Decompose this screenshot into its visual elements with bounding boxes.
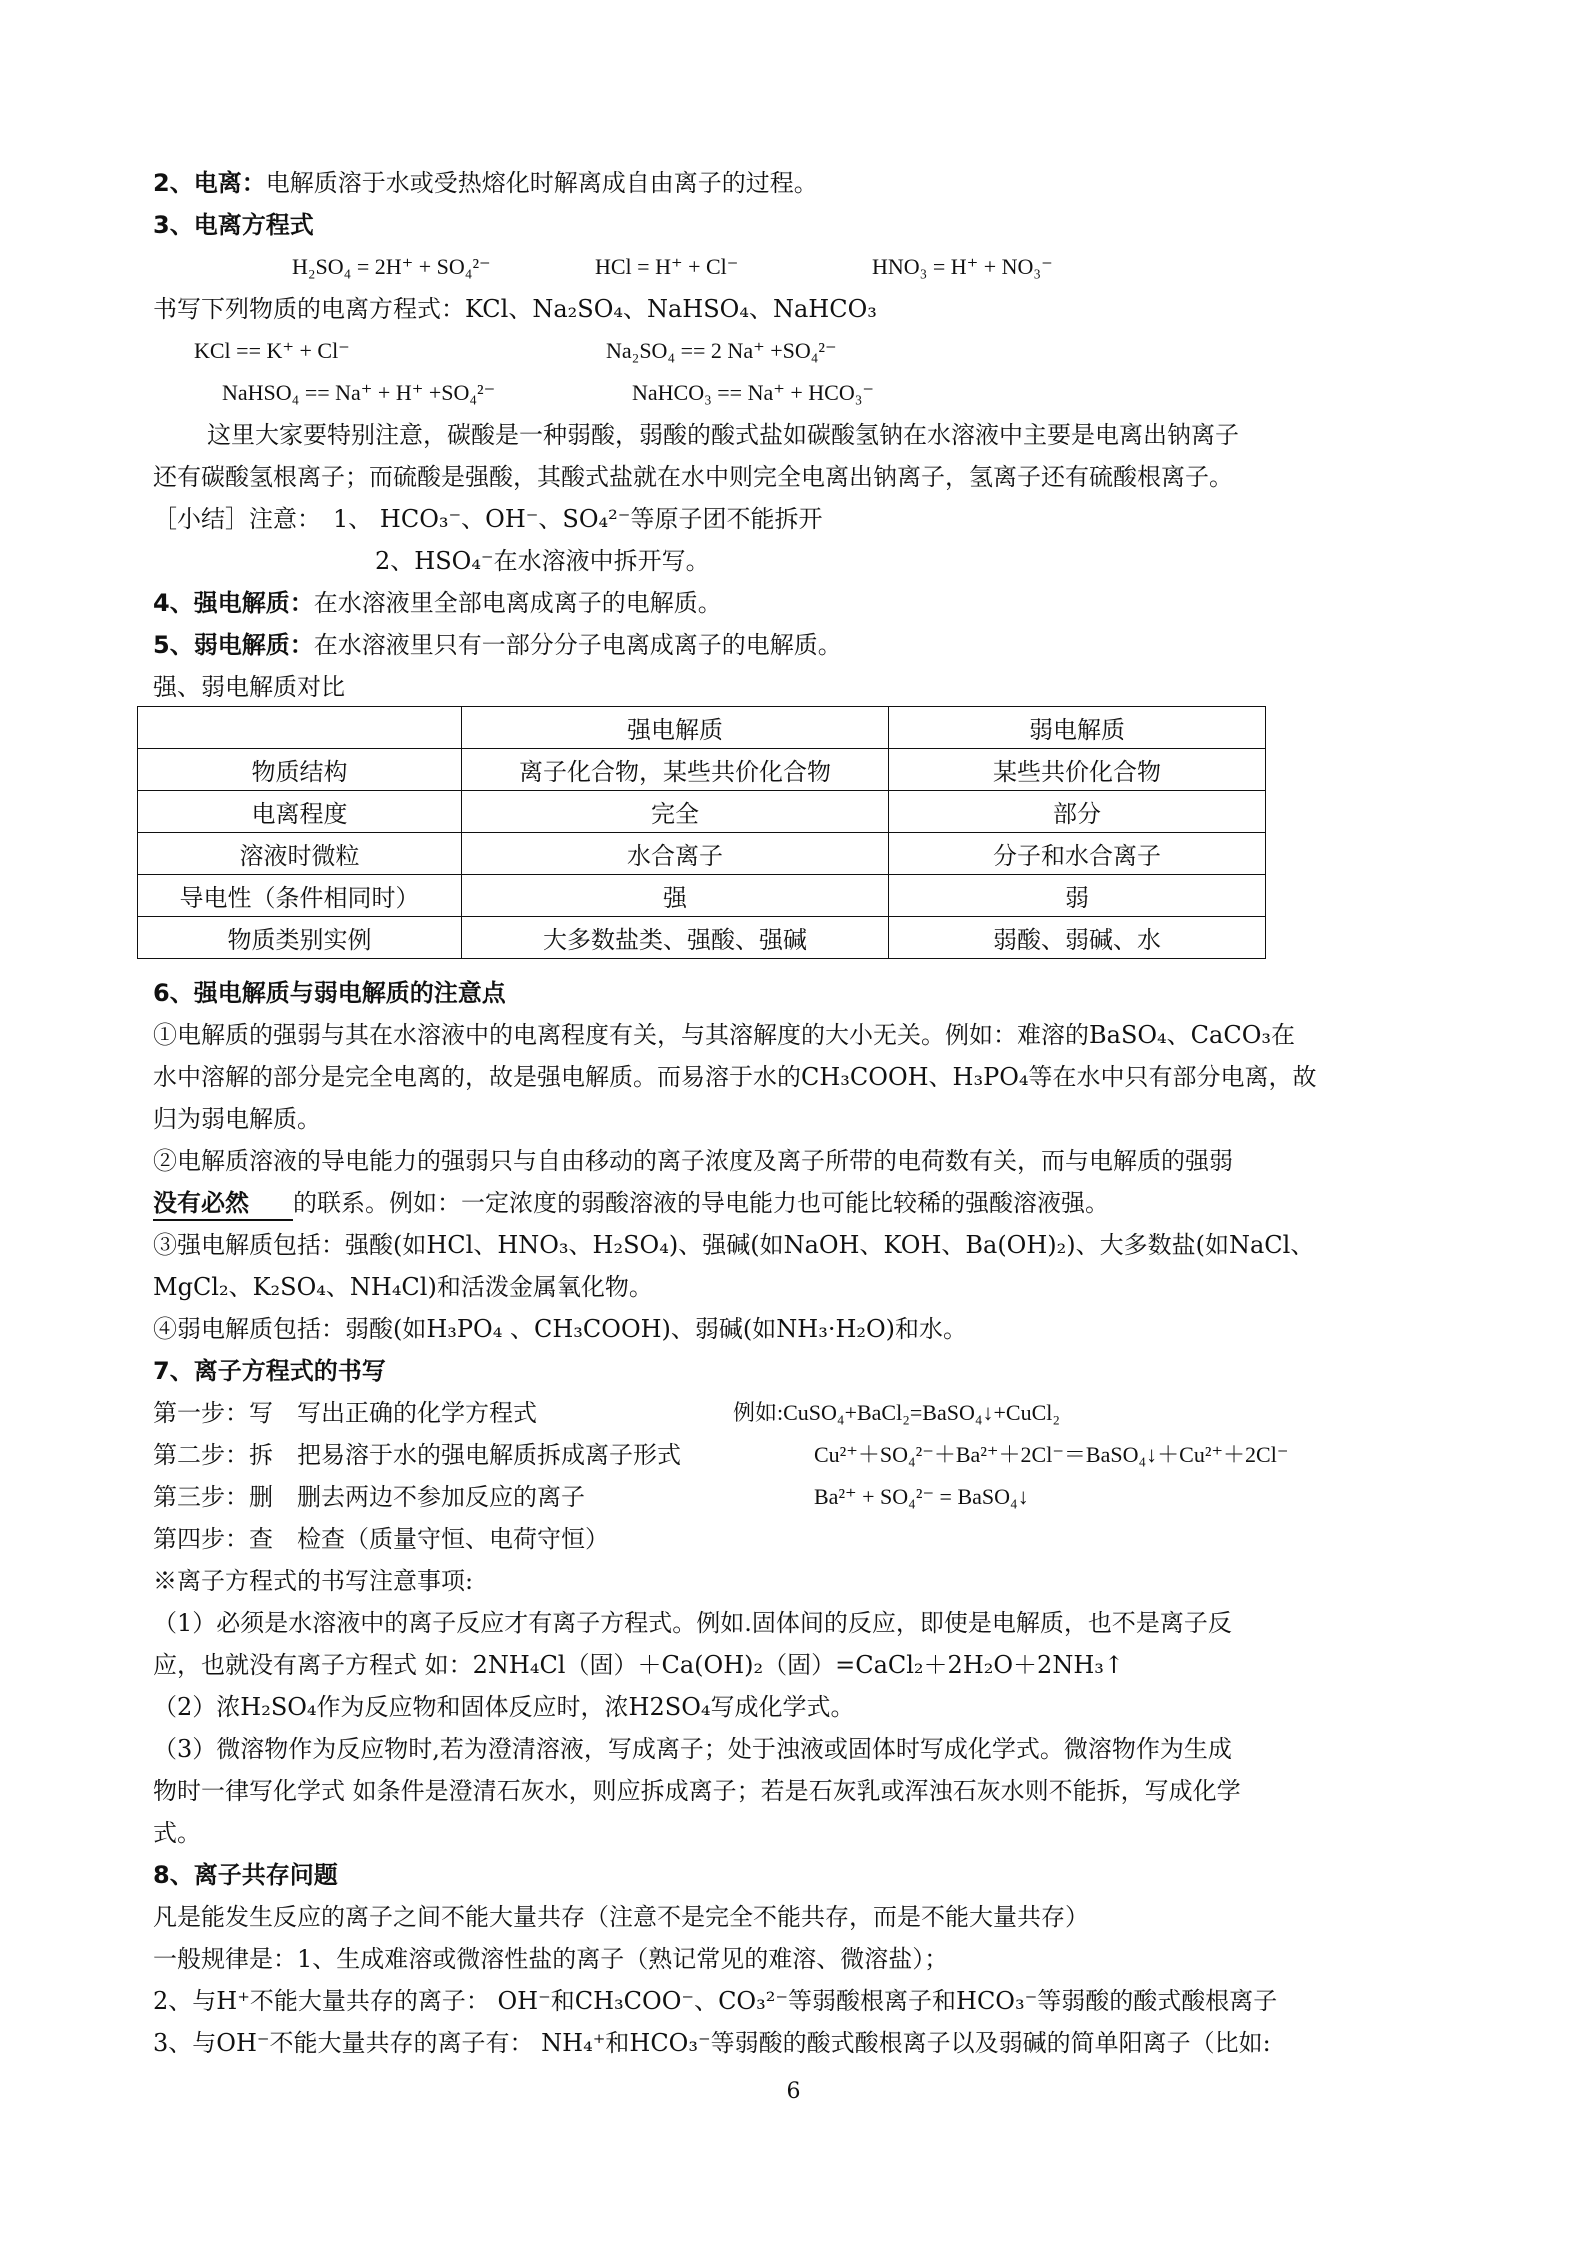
step-2: 第二步：拆 把易溶于水的强电解质拆成离子形式: [153, 1441, 681, 1469]
paragraph-6-1-line-3: 归为弱电解质。: [153, 1105, 321, 1133]
paragraph-6-2-line-1: ②电解质溶液的导电能力的强弱只与自由移动的离子浓度及离子所带的电荷数有关，而与电解质的强弱: [153, 1147, 1233, 1175]
section-4: [153, 588, 722, 618]
step-1: 第一步：写 写出正确的化学方程式: [153, 1399, 537, 1427]
compare-caption: 强、弱电解质对比: [153, 673, 345, 701]
equation-hno3: HNO₃ = H⁺ + NO₃⁻: [872, 254, 1053, 279]
note-3-line-1: （3）微溶物作为反应物时,若为澄清溶液，写成离子；处于浊液或固体时写成化学式。微溶物作为生成: [153, 1735, 1232, 1763]
coexist-line-3: 2、与H⁺不能大量共存的离子： OH⁻和CH₃COO⁻、CO₃²⁻等弱酸根离子和HCO₃⁻等弱酸的酸式酸根离子: [153, 1987, 1278, 2015]
note-1-line-1: （1）必须是水溶液中的离子反应才有离子方程式。例如.固体间的反应，即使是电解质，也不是离子反: [153, 1609, 1232, 1637]
table-cell: 部分: [889, 791, 1266, 833]
table-row: [138, 833, 1266, 875]
coexist-line-1: 凡是能发生反应的离子之间不能大量共存（注意不是完全不能共存，而是不能大量共存）: [153, 1903, 1089, 1931]
table-cell: 离子化合物，某些共价化合物: [462, 749, 889, 791]
table-row: [138, 917, 1266, 959]
section-2-text: 电解质溶于水或受热熔化时解离成自由离子的过程。: [265, 169, 818, 197]
table-cell: 强: [462, 875, 889, 917]
step-1-equation: 例如:CuSO₄+BaCl₂=BaSO₄↓+CuCl₂: [733, 1400, 1061, 1425]
note-paragraph-line-1: 这里大家要特别注意，碳酸是一种弱酸，弱酸的酸式盐如碳酸氢钠在水溶液中主要是电离出钠离子: [207, 421, 1239, 449]
section-6-title: 6、强电解质与弱电解质的注意点: [153, 979, 506, 1007]
write-prompt: 书写下列物质的电离方程式：KCl、Na₂SO₄、NaHSO₄、NaHCO₃: [153, 295, 877, 323]
section-2: [153, 168, 818, 198]
step-3-equation: Ba²⁺ + SO₄²⁻ = BaSO₄↓: [814, 1484, 1029, 1509]
comparison-table: [137, 706, 1266, 959]
section-5-text: 在水溶液里只有一部分分子电离成离子的电解质。: [313, 631, 842, 659]
paragraph-6-2-line-2: [153, 1188, 1109, 1221]
equation-nahso4: NaHSO₄ == Na⁺ + H⁺ +SO₄²⁻: [222, 380, 496, 405]
notes-title: ※离子方程式的书写注意事项:: [153, 1567, 474, 1595]
section-8-title: 8、离子共存问题: [153, 1861, 338, 1889]
step-2-equation: Cu²⁺＋SO₄²⁻＋Ba²⁺＋2Cl⁻＝BaSO₄↓＋Cu²⁺＋2Cl⁻: [814, 1442, 1289, 1467]
section-3-title: 3、电离方程式: [153, 211, 314, 239]
table-cell: 物质类别实例: [138, 917, 462, 959]
table-header-cell: 弱电解质: [889, 707, 1266, 749]
table-cell: 物质结构: [138, 749, 462, 791]
table-row: [138, 875, 1266, 917]
table-cell: 弱酸、弱碱、水: [889, 917, 1266, 959]
coexist-line-4: 3、与OH⁻不能大量共存的离子有： NH₄⁺和HCO₃⁻等弱酸的酸式酸根离子以及弱碱的简单阳离子（比如:: [153, 2029, 1271, 2057]
section-5-title: 5、弱电解质：: [153, 631, 314, 659]
table-cell: 完全: [462, 791, 889, 833]
paragraph-6-3-line-2: MgCl₂、K₂SO₄、NH₄Cl)和活泼金属氧化物。: [153, 1273, 653, 1301]
step-4: 第四步：查 检查（质量守恒、电荷守恒）: [153, 1525, 609, 1553]
note-3-line-3: 式。: [153, 1819, 201, 1847]
table-cell: 大多数盐类、强酸、强碱: [462, 917, 889, 959]
paragraph-6-4: ④弱电解质包括：弱酸(如H₃PO₄ 、CH₃COOH)、弱碱(如NH₃·H₂O)和水。: [153, 1315, 968, 1343]
table-cell: 某些共价化合物: [889, 749, 1266, 791]
step-3: 第三步：删 删去两边不参加反应的离子: [153, 1483, 585, 1511]
equation-na2so4: Na₂SO₄ == 2 Na⁺ +SO₄²⁻: [606, 338, 837, 363]
equation-nahco3: NaHCO₃ == Na⁺ + HCO₃⁻: [632, 380, 874, 405]
paragraph-6-2-rest: 的联系。例如：一定浓度的弱酸溶液的导电能力也可能比较稀的强酸溶液强。: [293, 1189, 1109, 1217]
table-cell: 导电性（条件相同时）: [138, 875, 462, 917]
note-1-line-2: 应，也就没有离子方程式 如：2NH₄Cl（固）＋Ca(OH)₂（固）=CaCl₂＋2H₂O＋2NH₃↑: [153, 1651, 1124, 1679]
table-cell: 溶液时微粒: [138, 833, 462, 875]
equation-hcl: HCl = H⁺ + Cl⁻: [595, 254, 739, 279]
equation-kcl: KCl == K⁺ + Cl⁻: [194, 338, 350, 363]
coexist-line-2: 一般规律是：1、生成难溶或微溶性盐的离子（熟记常见的难溶、微溶盐）；: [153, 1945, 949, 1973]
note-3-line-2: 物时一律写化学式 如条件是澄清石灰水，则应拆成离子；若是石灰乳或浑浊石灰水则不能拆，写成化学: [153, 1777, 1241, 1805]
table-cell: 弱: [889, 875, 1266, 917]
note-paragraph-line-2: 还有碳酸氢根离子；而硫酸是强酸，其酸式盐就在水中则完全电离出钠离子，氢离子还有硫酸根离子。: [153, 463, 1233, 491]
table-header-cell: 强电解质: [462, 707, 889, 749]
section-2-title: 2、电离：: [153, 169, 266, 197]
note-2: （2）浓H₂SO₄作为反应物和固体反应时，浓H2SO₄写成化学式。: [153, 1693, 855, 1721]
summary-line-2: 2、HSO₄⁻在水溶液中拆开写。: [375, 547, 710, 575]
paragraph-6-3-line-1: ③强电解质包括：强酸(如HCl、HNO₃、H₂SO₄)、强碱(如NaOH、KOH、Ba(OH)₂)、大多数盐(如NaCl、: [153, 1231, 1315, 1259]
summary-line-1: ［小结］注意： 1、 HCO₃⁻、OH⁻、SO₄²⁻等原子团不能拆开: [153, 505, 823, 533]
table-header-row: [138, 707, 1266, 749]
section-7-title: 7、离子方程式的书写: [153, 1357, 386, 1385]
paragraph-6-1-line-2: 水中溶解的部分是完全电离的，故是强电解质。而易溶于水的CH₃COOH、H₃PO₄等在水中只有部分电离，故: [153, 1063, 1317, 1091]
page-number: 6: [786, 2079, 801, 2104]
table-row: [138, 749, 1266, 791]
paragraph-6-1-line-1: ①电解质的强弱与其在水溶液中的电离程度有关，与其溶解度的大小无关。例如：难溶的BaSO₄、CaCO₃在: [153, 1021, 1296, 1049]
table-cell: 电离程度: [138, 791, 462, 833]
section-4-text: 在水溶液里全部电离成离子的电解质。: [313, 589, 722, 617]
section-4-title: 4、强电解质：: [153, 589, 314, 617]
equation-h2so4: H₂SO₄ = 2H⁺ + SO₄²⁻: [292, 254, 491, 279]
table-cell: 分子和水合离子: [889, 833, 1266, 875]
table-cell: 水合离子: [462, 833, 889, 875]
section-5: [153, 630, 842, 660]
table-header-cell: [138, 707, 462, 749]
table-row: [138, 791, 1266, 833]
underlined-phrase: 没有必然: [153, 1188, 293, 1221]
